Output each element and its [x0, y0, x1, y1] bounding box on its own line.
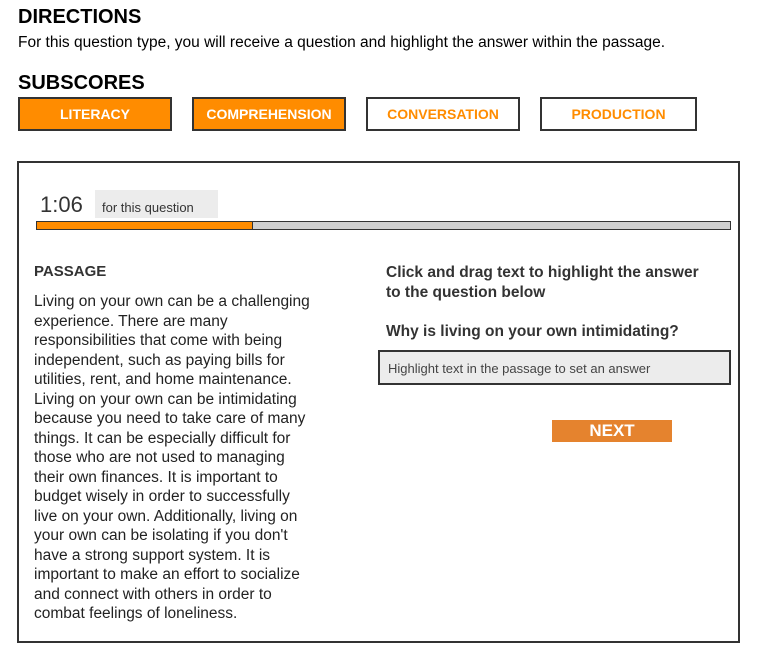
subscore-comprehension[interactable]: COMPREHENSION	[192, 97, 346, 131]
passage-line[interactable]: combat feelings of loneliness.	[34, 605, 238, 622]
passage-line[interactable]: because you need to take care of many	[34, 410, 306, 427]
directions-title: DIRECTIONS	[18, 6, 142, 28]
subscore-conversation[interactable]: CONVERSATION	[366, 97, 520, 131]
subscore-literacy[interactable]: LITERACY	[18, 97, 172, 131]
time-progress-fill	[37, 222, 253, 229]
instruction: Click and drag text to highlight the answer to the question below	[386, 264, 699, 301]
passage-title: PASSAGE	[34, 263, 107, 280]
passage-text[interactable]	[34, 292, 354, 624]
passage-line[interactable]: those who are not used to managing	[34, 449, 285, 466]
passage-line[interactable]: utilities, rent, and home maintenance.	[34, 371, 292, 388]
passage-line[interactable]: responsibilities that come with being	[34, 332, 283, 349]
time-progress-bar	[36, 221, 731, 230]
subscores-title: SUBSCORES	[18, 72, 145, 94]
passage-line[interactable]: things. It can be especially difficult for	[34, 429, 291, 447]
passage-line[interactable]: independent, such as paying bills for	[34, 351, 285, 369]
timer-label: for this question	[95, 190, 218, 218]
passage-line[interactable]: and connect with others in order to	[34, 585, 272, 603]
passage-line[interactable]: experience. There are many	[34, 312, 228, 330]
passage-line[interactable]: have a strong support system. It is	[34, 546, 271, 564]
passage-line[interactable]: their own finances. It is important to	[34, 468, 278, 486]
question-text: Why is living on your own intimidating?	[386, 323, 679, 340]
passage-line[interactable]: live on your own. Additionally, living on	[34, 507, 298, 525]
directions-text: For this question type, you will receive a question and highlight the answer within the passage.	[18, 34, 666, 51]
passage-line[interactable]: budget wisely in order to successfully	[34, 488, 290, 505]
subscore-production[interactable]: PRODUCTION	[540, 97, 697, 131]
next-button[interactable]: NEXT	[552, 420, 672, 442]
answer-field[interactable]: Highlight text in the passage to set an answer	[378, 350, 731, 385]
passage-line[interactable]: Living on your own can be a challenging	[34, 293, 310, 310]
passage-line[interactable]: Living on your own can be intimidating	[34, 390, 297, 408]
passage-line[interactable]: important to make an effort to socialize	[34, 566, 300, 583]
passage-line[interactable]: your own can be isolating if you don't	[34, 527, 288, 544]
timer: 1:06	[40, 192, 83, 217]
